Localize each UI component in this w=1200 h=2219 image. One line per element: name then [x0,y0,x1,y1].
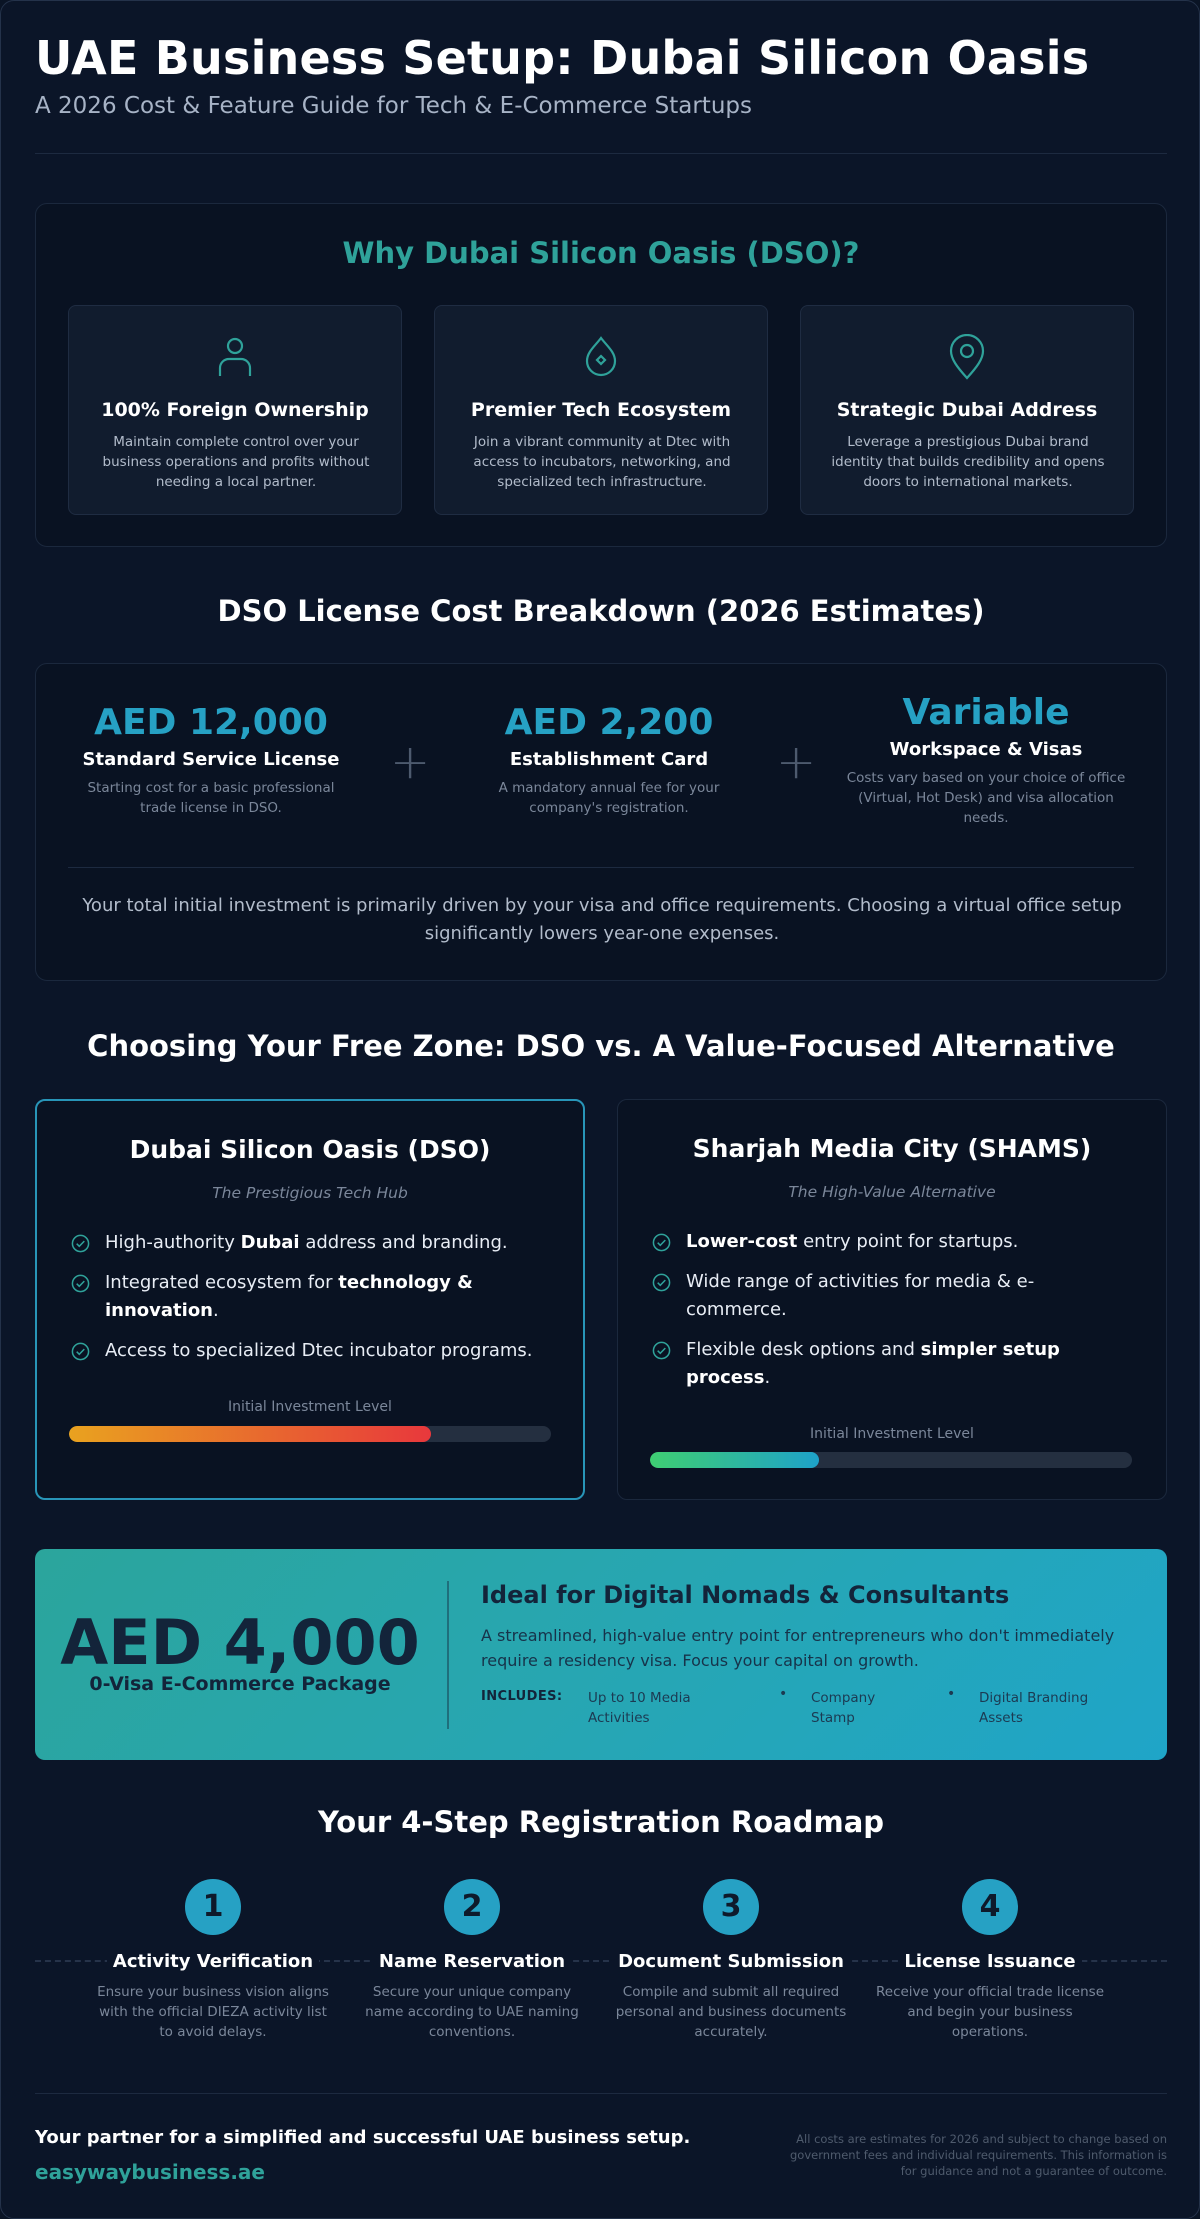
package-description: A streamlined, high-value entry point for entrepreneurs who don't immediately require a residency visa. Focus your capital on growth. [481,1626,1115,1670]
feature-list-item: Flexible desk options and simpler setup process. [652,1336,1132,1392]
feature-list-item: Integrated ecosystem for technology & innovation. [71,1269,551,1325]
page-title: UAE Business Setup: Dubai Silicon Oasis [35,31,1090,85]
step-text: Secure your unique company name according to UAE naming conventions. [365,1984,579,2040]
feature-list-item: Wide range of activities for media & e-commerce. [652,1268,1132,1324]
step-number: 4 [962,1879,1018,1935]
check-circle-icon [71,1342,90,1361]
bullet: • [779,1686,788,1702]
compare-card-title: Dubai Silicon Oasis (DSO) [129,1135,491,1164]
page-subtitle: A 2026 Cost & Feature Guide for Tech & E-Commerce Startups [35,93,752,119]
step-title: Activity Verification [107,1951,319,1972]
investment-level-bar [650,1452,1132,1468]
dso-compare-card [35,1099,585,1500]
includes-item: Up to 10 Media Activities [588,1690,691,1726]
cost-amount: AED 12,000 [94,702,328,743]
feature-card-ecosystem [434,305,768,515]
cost-item-workspace-visas [836,692,1136,828]
cost-desc: Costs vary based on your choice of office (Virtual, Hot Desk) and visa allocation needs. [846,770,1126,826]
plus-icon: + [390,734,431,790]
feature-list-item: High-authority Dubai address and branding. [71,1229,551,1257]
footer-website-link[interactable]: easywaybusiness.ae [35,2160,265,2184]
divider [447,1581,449,1729]
package-price: AED 4,000 [60,1606,420,1679]
roadmap-step-1 [88,1879,338,2042]
feature-card-address [800,305,1134,515]
feature-card-ownership [68,305,402,515]
cost-item-license [76,702,346,818]
roadmap-step-3 [606,1879,856,2042]
feature-list-item: Lower-cost entry point for startups. [652,1228,1132,1256]
user-icon [69,334,401,380]
check-circle-icon [71,1274,90,1293]
feature-card-text: Join a vibrant community at Dtec with access to incubators, networking, and specialized tech infrastructure. [473,434,731,490]
cost-item-establishment-card [474,702,744,818]
step-text: Receive your official trade license and begin your business operations. [876,1984,1104,2040]
check-circle-icon [652,1273,671,1292]
divider [35,153,1167,154]
roadmap-title: Your 4-Step Registration Roadmap [317,1805,885,1839]
investment-level-label: Initial Investment Level [810,1426,974,1442]
includes-label: INCLUDES: [481,1689,563,1704]
cost-amount: Variable [902,692,1070,733]
includes-item: Digital Branding Assets [979,1690,1089,1726]
step-title: Document Submission [612,1951,850,1972]
step-text: Compile and submit all required personal and business documents accurately. [615,1984,847,2040]
package-heading: Ideal for Digital Nomads & Consultants [481,1581,1010,1609]
cost-label: Establishment Card [509,749,709,770]
cost-label: Workspace & Visas [889,739,1083,760]
why-dso-title: Why Dubai Silicon Oasis (DSO)? [342,236,860,270]
cost-amount: AED 2,200 [504,702,714,743]
shams-compare-card [617,1099,1167,1500]
includes-item: Company Stamp [811,1690,876,1726]
feature-card-title: 100% Foreign Ownership [101,399,369,421]
compare-section-title: Choosing Your Free Zone: DSO vs. A Value-Focused Alternative [87,1029,1115,1063]
compare-card-title: Sharjah Media City (SHAMS) [692,1134,1092,1163]
package-name: 0-Visa E-Commerce Package [89,1673,391,1695]
divider [35,2093,1167,2094]
step-title: License Issuance [898,1951,1081,1972]
investment-level-bar [69,1426,551,1442]
feature-card-text: Leverage a prestigious Dubai brand identity that builds credibility and opens doors to international markets. [831,434,1105,490]
plus-icon: + [776,734,817,790]
bullet: • [947,1686,956,1702]
check-circle-icon [652,1341,671,1360]
ecosystem-icon [435,334,767,380]
divider [68,867,1134,868]
roadmap-step-2 [347,1879,597,2042]
step-text: Ensure your business vision aligns with the official DIEZA activity list to avoid delays. [97,1984,329,2040]
investment-level-fill [650,1452,819,1468]
cost-label: Standard Service License [82,749,340,770]
check-circle-icon [71,1234,90,1253]
investment-level-label: Initial Investment Level [228,1399,392,1415]
step-number: 1 [185,1879,241,1935]
feature-card-title: Strategic Dubai Address [836,399,1098,421]
feature-list [652,1228,1132,1404]
feature-list-item: Access to specialized Dtec incubator programs. [71,1337,551,1365]
step-number: 2 [444,1879,500,1935]
step-number: 3 [703,1879,759,1935]
location-pin-icon [801,334,1133,380]
investment-level-fill [69,1426,431,1442]
cost-desc: Starting cost for a basic professional trade license in DSO. [87,780,335,816]
cost-section-title: DSO License Cost Breakdown (2026 Estimates) [217,594,985,628]
cost-note: Your total initial investment is primarily driven by your visa and office requirements. Choosing a virtual office setup significantly lowers year-one expenses. [82,895,1122,944]
step-title: Name Reservation [373,1951,571,1972]
roadmap-step-4 [865,1879,1115,2042]
footer-disclaimer: All costs are estimates for 2026 and subject to change based on government fees and individual requirements. This information is for guidance and not a guarantee of outcome. [790,2132,1167,2178]
cost-breakdown-section [35,663,1167,981]
compare-card-tagline: The High-Value Alternative [788,1183,996,1201]
footer-tagline: Your partner for a simplified and successful UAE business setup. [35,2127,691,2148]
check-circle-icon [652,1233,671,1252]
compare-card-tagline: The Prestigious Tech Hub [212,1184,408,1202]
feature-list [71,1229,551,1377]
feature-card-text: Maintain complete control over your business operations and profits without needing a local partner. [102,434,370,490]
package-promo-banner [35,1549,1167,1760]
feature-card-title: Premier Tech Ecosystem [470,399,732,421]
cost-desc: A mandatory annual fee for your company's registration. [498,780,720,816]
why-dso-section [35,203,1167,547]
